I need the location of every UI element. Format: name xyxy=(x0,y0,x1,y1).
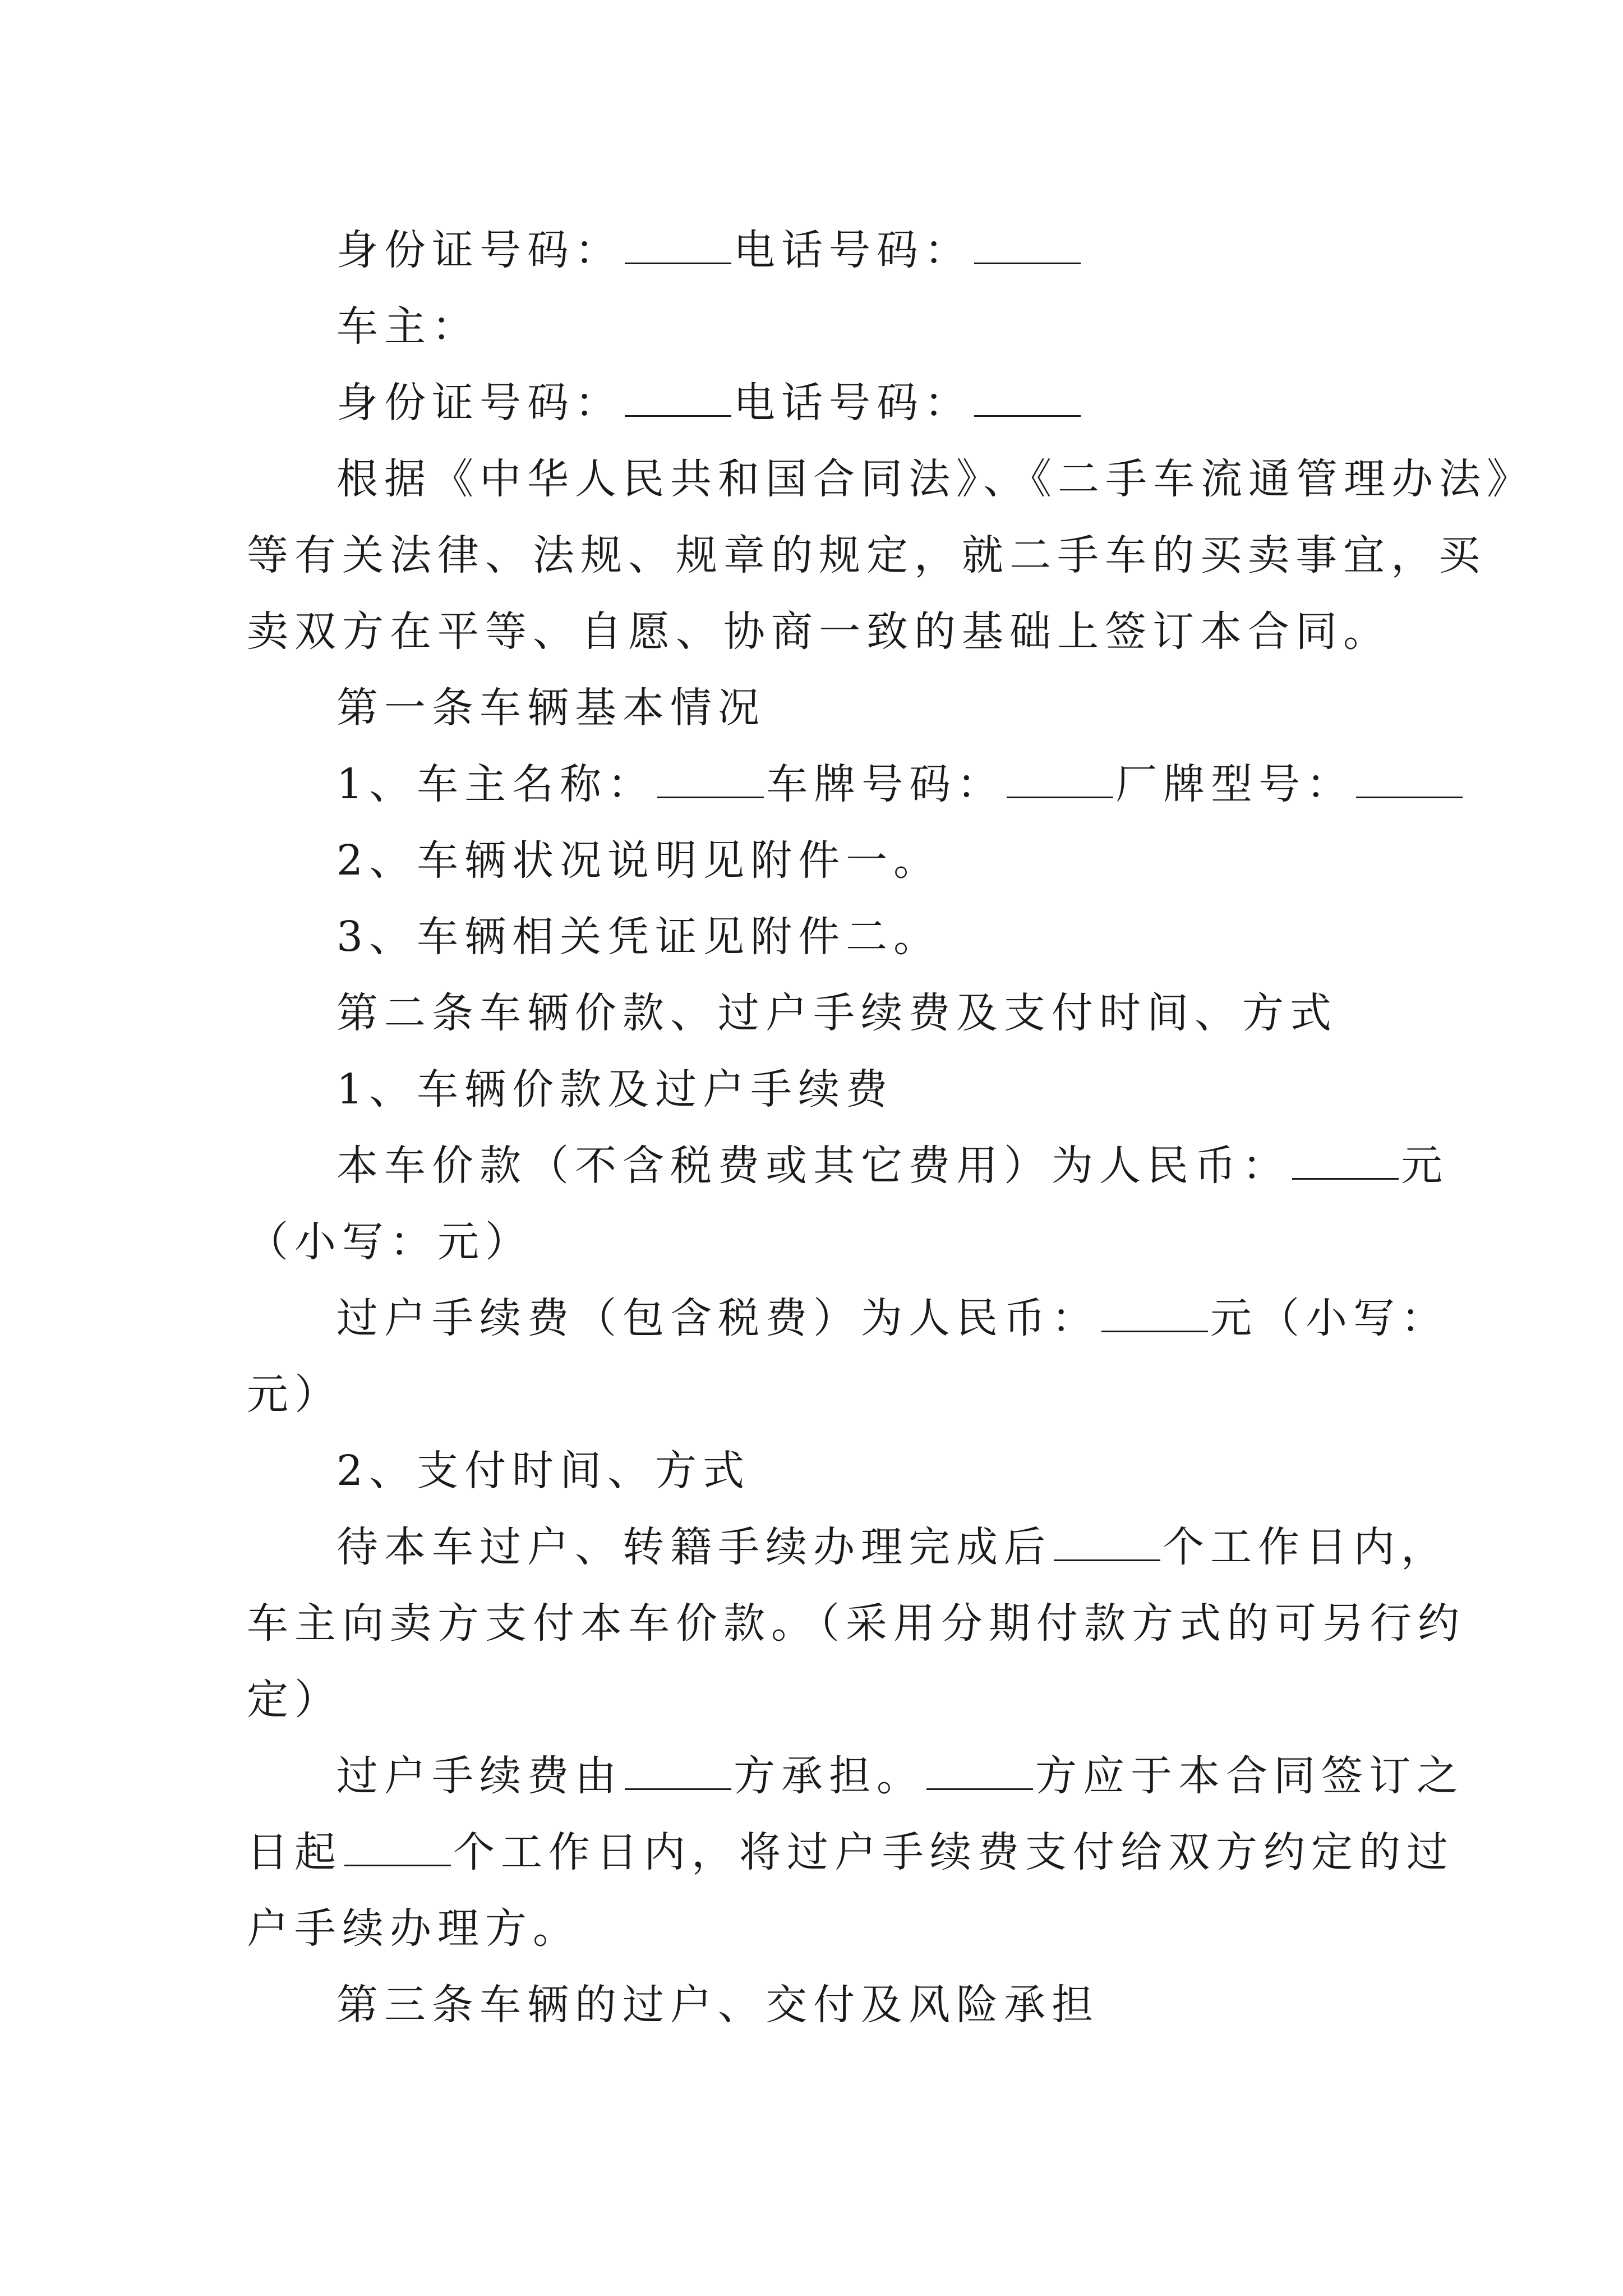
paragraph-text: 过户手续费（包含税费）为人民币： xyxy=(336,1294,1099,1342)
paragraph-text: 2、车辆状况说明见附件一。 xyxy=(336,836,942,885)
transfer-fee-line xyxy=(247,1280,1449,1356)
id-number-blank xyxy=(625,220,731,264)
id-number-label: 身份证号码： xyxy=(336,379,623,427)
phone-number-blank xyxy=(974,372,1081,417)
id-number-blank xyxy=(625,372,731,417)
owner-line xyxy=(247,288,1391,365)
paragraph-text: 等有关法律、法规、规章的规定，就二手车的买卖事宜，买 xyxy=(247,531,1486,579)
paragraph-text: 本车价款（不含税费或其它费用）为人民币： xyxy=(336,1142,1290,1190)
paragraph-text: 3、车辆相关凭证见附件二。 xyxy=(336,913,942,961)
vehicle-info-line xyxy=(247,746,1391,822)
transfer-fee-line-cont xyxy=(247,1356,1391,1433)
plate-number-label: 车牌号码： xyxy=(766,760,1005,808)
paragraph-text: 日起 xyxy=(247,1828,342,1876)
article-heading: 第一条车辆基本情况 xyxy=(336,684,766,732)
paragraph-text: 个工作日内，将过户手续费支付给双方约定的过 xyxy=(453,1828,1454,1876)
payment-line-3 xyxy=(247,1662,1391,1738)
paragraph-text: 方承担。 xyxy=(734,1752,924,1800)
payment-line-1 xyxy=(247,1509,1449,1585)
bearer-party-blank xyxy=(625,1746,731,1790)
paragraph-text: 过户手续费由 xyxy=(336,1752,623,1800)
clause-heading: 1、车辆价款及过户手续费 xyxy=(336,1065,894,1114)
owner-name-blank xyxy=(657,754,764,798)
preamble-line-1 xyxy=(247,441,1534,517)
id-phone-line-1 xyxy=(247,212,1391,288)
paragraph-text: 车主向卖方支付本车价款。（采用分期付款方式的可另行约 xyxy=(247,1599,1465,1648)
phone-number-label: 电话号码： xyxy=(734,226,972,274)
price-lowercase-line xyxy=(247,1204,1391,1280)
paragraph-text: 元（小写： xyxy=(1210,1294,1449,1342)
article-heading: 第三条车辆的过户、交付及风险承担 xyxy=(336,1981,1099,2029)
clause-1-3 xyxy=(247,899,1391,975)
phone-number-label: 电话号码： xyxy=(734,379,972,427)
price-blank xyxy=(1292,1135,1399,1180)
owner-name-label: 1、车主名称： xyxy=(336,760,656,808)
model-blank xyxy=(1356,754,1463,798)
clause-2-1-heading xyxy=(247,1051,1391,1128)
article-2-heading xyxy=(247,975,1391,1051)
paragraph-text: 卖双方在平等、自愿、协商一致的基础上签订本合同。 xyxy=(247,608,1391,656)
clause-2-2-heading xyxy=(247,1433,1391,1509)
phone-number-blank xyxy=(974,220,1081,264)
paragraph-text: 户手续办理方。 xyxy=(247,1904,580,1953)
preamble-line-3 xyxy=(247,593,1391,670)
payment-line-2 xyxy=(247,1585,1465,1662)
payer-party-blank xyxy=(926,1746,1033,1790)
article-3-heading xyxy=(247,1967,1391,2043)
paragraph-text: 定） xyxy=(247,1676,342,1724)
fee-bearer-line-2 xyxy=(247,1814,1454,1890)
id-phone-line-2 xyxy=(247,365,1391,441)
workdays-blank xyxy=(344,1822,451,1866)
preamble-line-2 xyxy=(247,517,1486,593)
paragraph-text: （小写：元） xyxy=(247,1218,533,1266)
fee-bearer-line-1 xyxy=(247,1738,1464,1814)
transfer-fee-blank xyxy=(1101,1288,1208,1332)
model-label: 厂牌型号： xyxy=(1115,760,1354,808)
plate-number-blank xyxy=(1007,754,1113,798)
currency-unit: 元 xyxy=(1401,1142,1449,1190)
paragraph-text: 方应于本合同签订之 xyxy=(1035,1752,1464,1800)
paragraph-text: 待本车过户、转籍手续办理完成后 xyxy=(336,1523,1052,1571)
clause-1-2 xyxy=(247,822,1391,899)
owner-label: 车主： xyxy=(336,302,479,351)
clause-heading: 2、支付时间、方式 xyxy=(336,1447,751,1495)
paragraph-text: 个工作日内， xyxy=(1163,1523,1449,1571)
paragraph-text: 元） xyxy=(247,1370,342,1419)
price-line xyxy=(247,1128,1449,1204)
fee-bearer-line-3 xyxy=(247,1890,1391,1967)
article-1-heading xyxy=(247,670,1391,746)
id-number-label: 身份证号码： xyxy=(336,226,623,274)
workdays-blank xyxy=(1054,1517,1160,1561)
paragraph-text: 根据《中华人民共和国合同法》、《二手车流通管理办法》 xyxy=(336,455,1534,503)
article-heading: 第二条车辆价款、过户手续费及支付时间、方式 xyxy=(336,989,1338,1037)
